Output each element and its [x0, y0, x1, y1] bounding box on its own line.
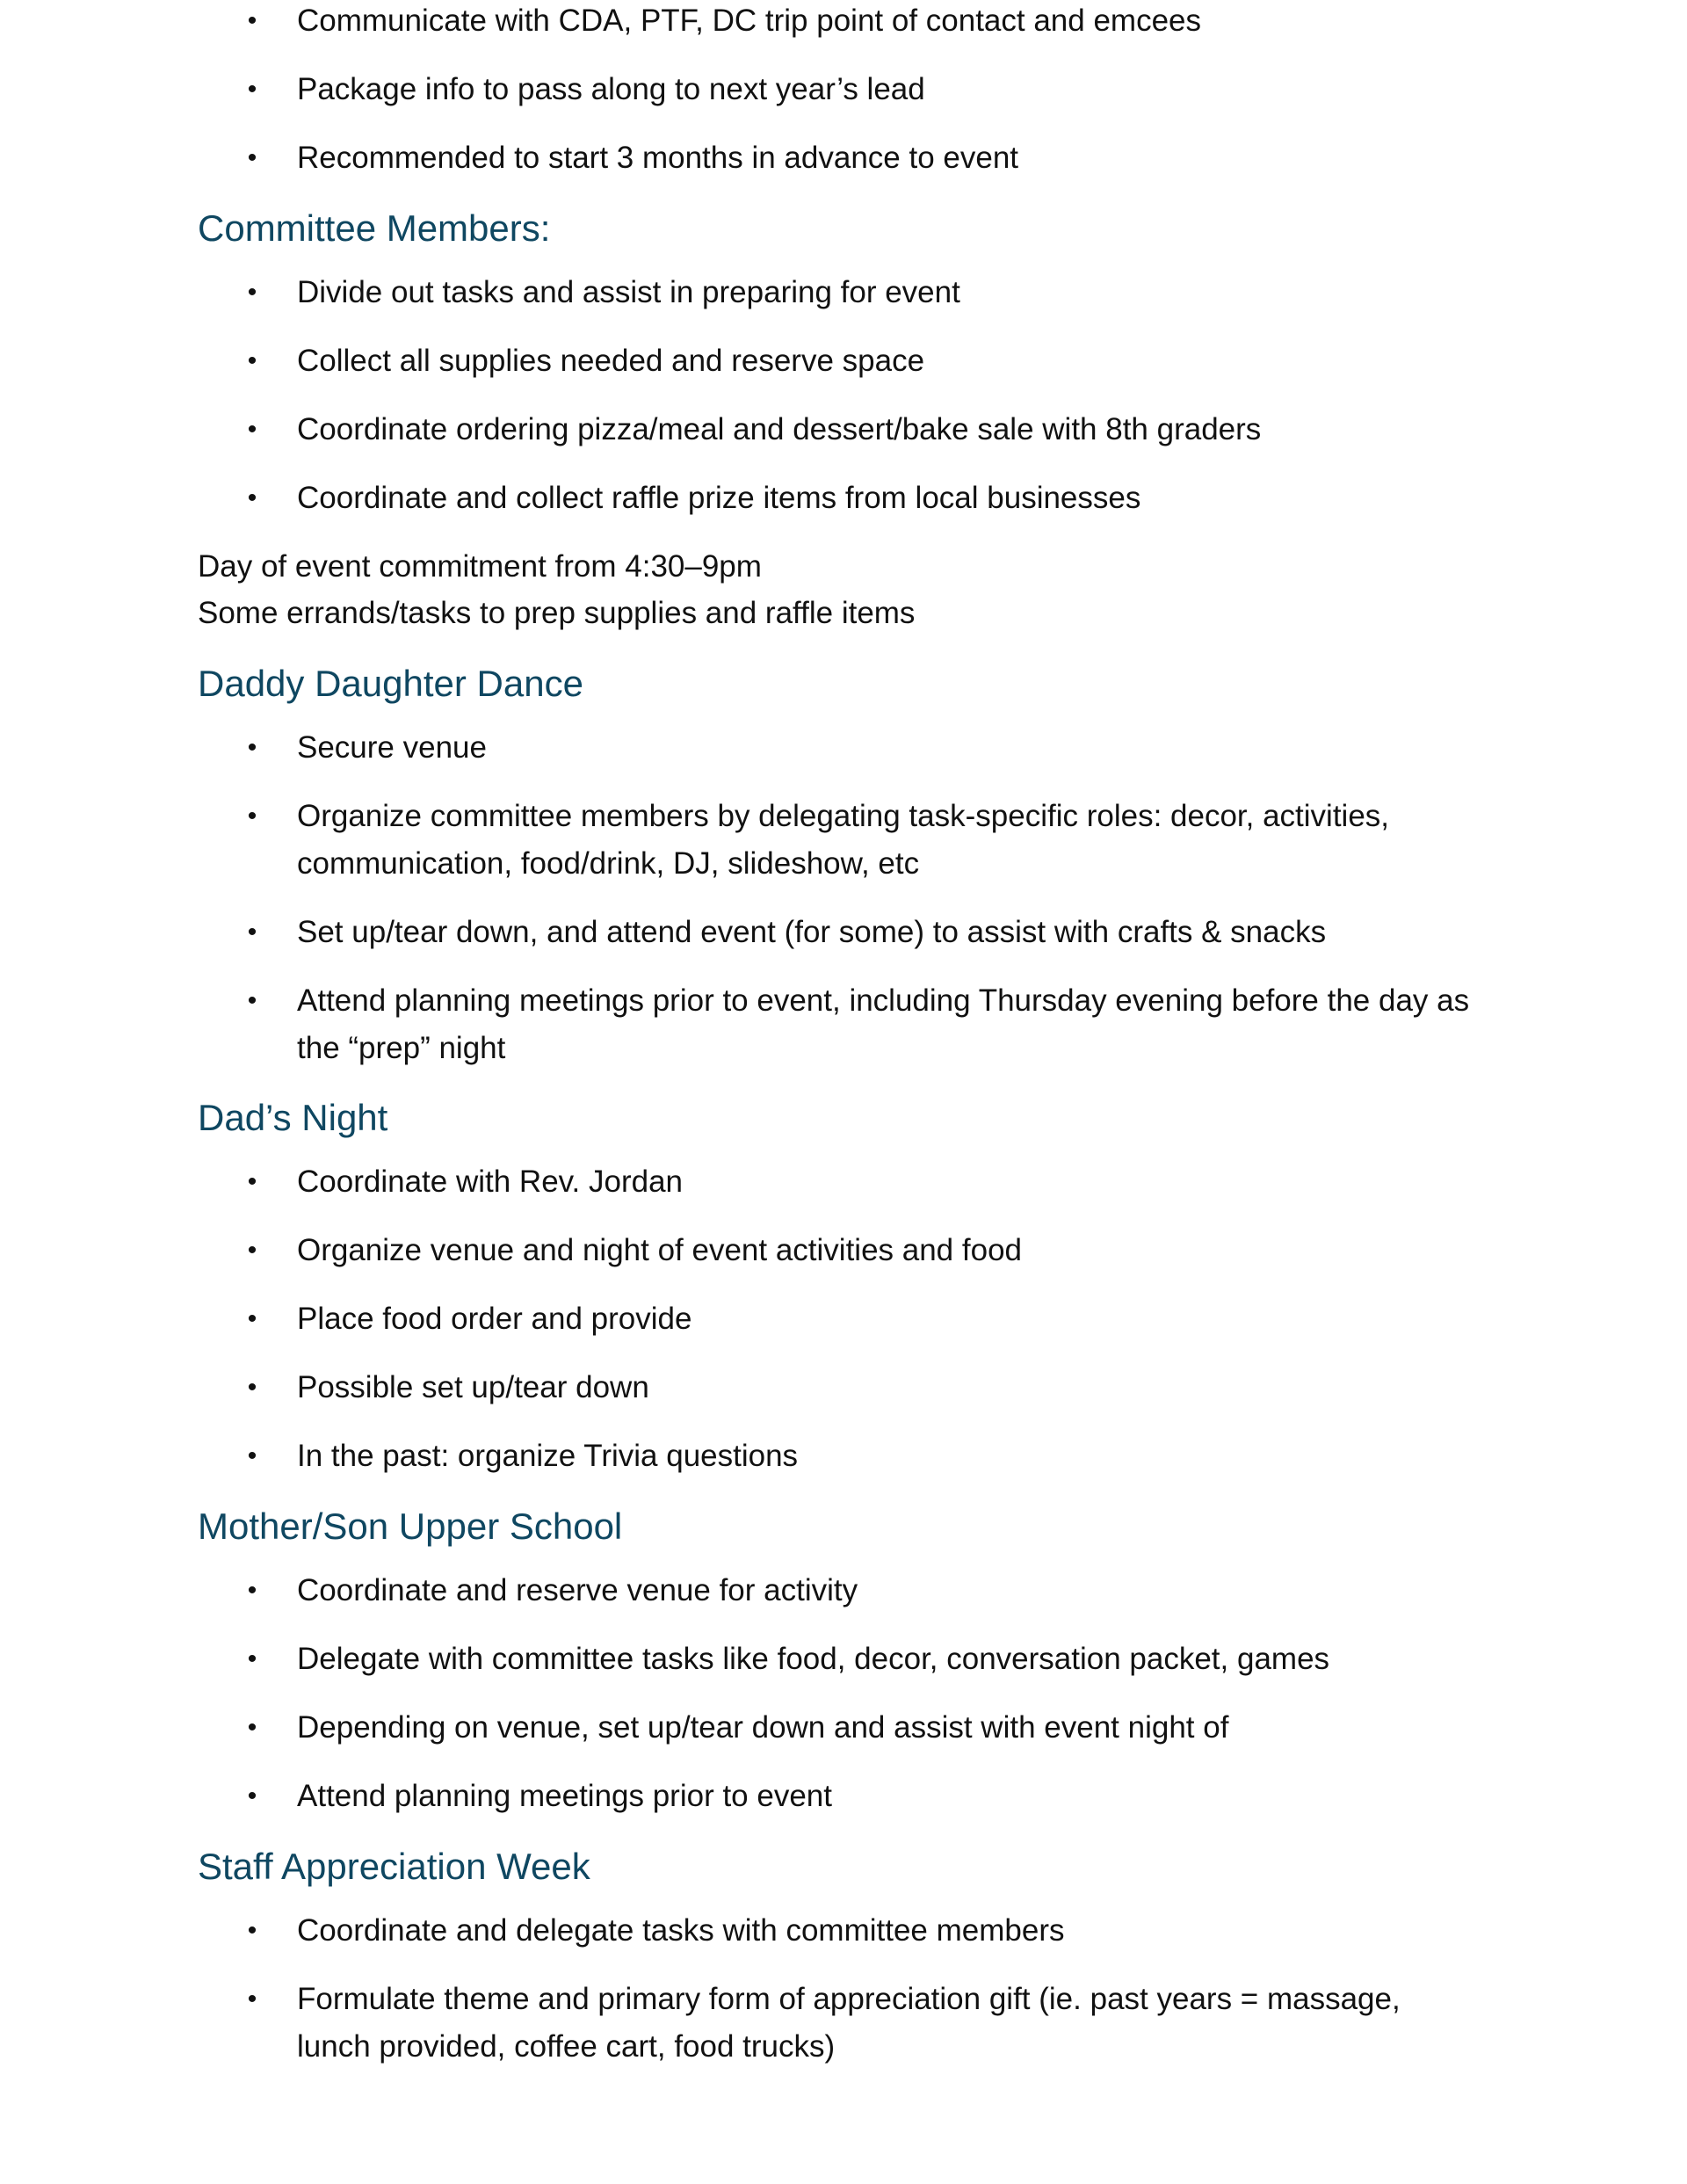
list-item-text: Depending on venue, set up/tear down and assist with event night of — [297, 1710, 1229, 1745]
errands-note: Some errands/tasks to prep supplies and raffle items — [198, 596, 916, 630]
list-item — [198, 337, 1481, 385]
list-item — [198, 475, 1481, 522]
list-item-text: Package info to pass along to next year’s lead — [297, 72, 925, 106]
section-heading-mother-son: Mother/Son Upper School — [198, 1506, 623, 1547]
list-item — [198, 1976, 1481, 2071]
list-item — [198, 1364, 1481, 1411]
list-item-text: In the past: organize Trivia questions — [297, 1439, 799, 1473]
bullet-icon: • — [247, 346, 257, 375]
list-item — [198, 66, 1481, 113]
list-item — [198, 793, 1481, 888]
bullet-icon: • — [247, 1441, 257, 1470]
bullet-icon: • — [247, 1167, 257, 1196]
bullet-icon: • — [247, 415, 257, 444]
list-item — [198, 1907, 1481, 1955]
list-item-text: Recommended to start 3 months in advance to event — [297, 141, 1019, 175]
list-item-text: Attend planning meetings prior to event — [297, 1779, 832, 1813]
list-item-text: Coordinate and reserve venue for activity — [297, 1573, 858, 1607]
list-item-text: Coordinate and delegate tasks with committee members — [297, 1913, 1065, 1948]
list-item-text: Secure venue — [297, 730, 487, 765]
list-item-text: Organize venue and night of event activities and food — [297, 1233, 1022, 1267]
list-item — [198, 1704, 1481, 1752]
bullet-icon: • — [247, 1916, 257, 1945]
list-item-text: Set up/tear down, and attend event (for some) to assist with crafts & snacks — [297, 915, 1327, 949]
list-item — [198, 977, 1481, 1072]
list-item — [198, 1567, 1481, 1614]
bullet-icon: • — [247, 1644, 257, 1673]
list-item — [198, 1433, 1481, 1480]
list-item-text: Divide out tasks and assist in preparing for event — [297, 275, 960, 309]
list-item-text: Organize committee members by delegating task-specific roles: decor, activities, communication, food/drink, DJ, slideshow, etc — [297, 799, 1390, 881]
section-heading-committee: Committee Members: — [198, 207, 551, 249]
bullet-icon: • — [247, 483, 257, 512]
bullet-icon: • — [247, 986, 257, 1015]
list-item-text: Coordinate ordering pizza/meal and dessert/bake sale with 8th graders — [297, 412, 1262, 446]
list-item — [198, 134, 1481, 182]
list-item — [198, 269, 1481, 316]
list-item-text: Possible set up/tear down — [297, 1370, 649, 1404]
bullet-icon: • — [247, 733, 257, 762]
list-item-text: Formulate theme and primary form of appreciation gift (ie. past years = massage, lunch provided, coffee cart, food trucks) — [297, 1982, 1401, 2064]
list-item — [198, 1295, 1481, 1343]
bullet-icon: • — [247, 143, 257, 172]
list-item-text: Collect all supplies needed and reserve space — [297, 344, 925, 378]
list-item — [198, 724, 1481, 772]
list-item — [198, 909, 1481, 956]
list-item-text: Coordinate with Rev. Jordan — [297, 1165, 684, 1199]
list-item — [198, 1227, 1481, 1274]
bullet-icon: • — [247, 1781, 257, 1810]
bullet-icon: • — [247, 1576, 257, 1605]
section-heading-daddy-daughter: Daddy Daughter Dance — [198, 663, 583, 704]
list-item — [198, 406, 1481, 453]
list-item — [198, 1773, 1481, 1820]
list-item — [198, 1636, 1481, 1683]
list-item-text: Delegate with committee tasks like food, decor, conversation packet, games — [297, 1642, 1330, 1676]
bullet-icon: • — [247, 1373, 257, 1402]
list-item — [198, 1158, 1481, 1206]
bullet-icon: • — [247, 802, 257, 831]
list-item-text: Communicate with CDA, PTF, DC trip point of contact and emcees — [297, 4, 1202, 38]
section-heading-dads-night: Dad’s Night — [198, 1097, 388, 1138]
bullet-icon: • — [247, 75, 257, 104]
section-heading-staff-appreciation: Staff Appreciation Week — [198, 1846, 590, 1887]
list-item-text: Coordinate and collect raffle prize items from local businesses — [297, 481, 1141, 515]
bullet-icon: • — [247, 918, 257, 947]
bullet-icon: • — [247, 1984, 257, 2013]
list-item-text: Attend planning meetings prior to event, including Thursday evening before the day as the “prep” night — [297, 983, 1470, 1065]
commitment-note: Day of event commitment from 4:30–9pm — [198, 549, 762, 584]
bullet-icon: • — [247, 1236, 257, 1265]
list-item — [198, 0, 1481, 45]
bullet-icon: • — [247, 1304, 257, 1333]
bullet-icon: • — [247, 6, 257, 35]
bullet-icon: • — [247, 1713, 257, 1742]
bullet-icon: • — [247, 278, 257, 307]
list-item-text: Place food order and provide — [297, 1302, 692, 1336]
